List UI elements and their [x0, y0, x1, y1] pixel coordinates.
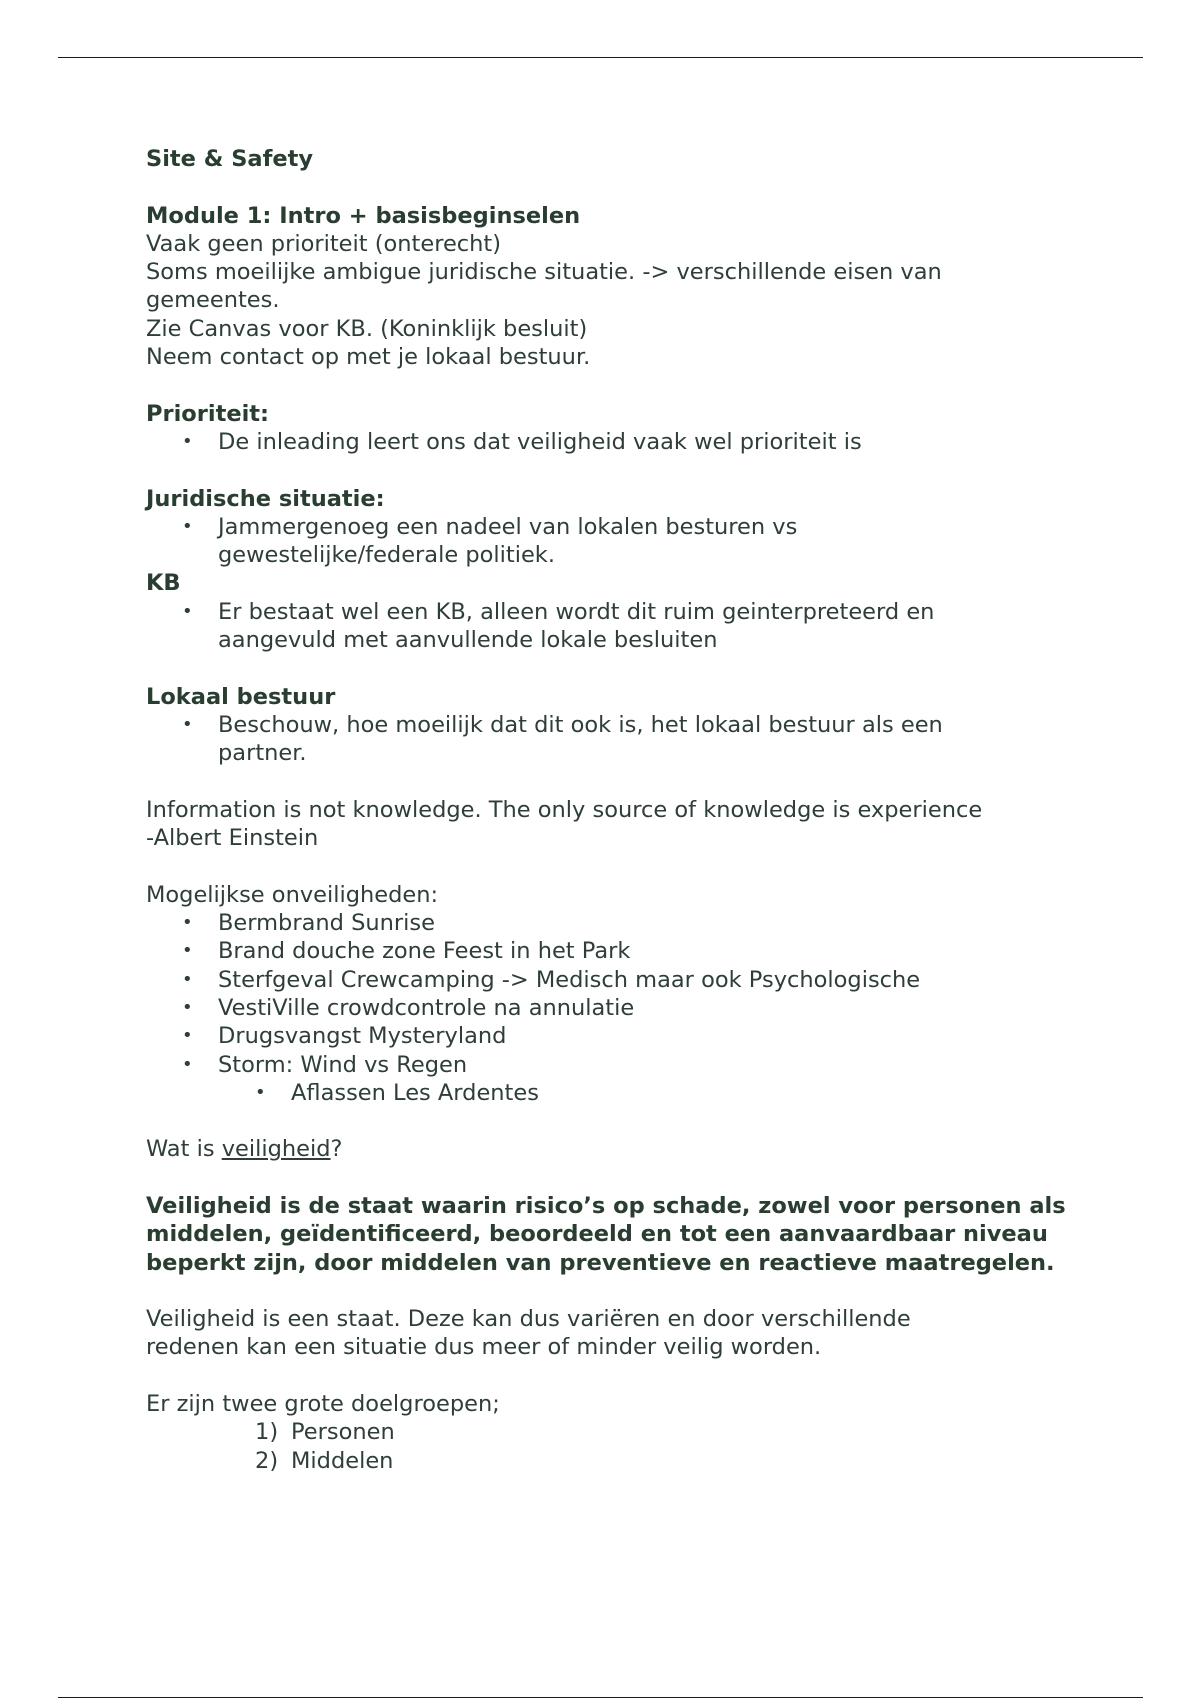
list-item: • Sterfgeval Crewcamping -> Medisch maar ook Psychologische [146, 966, 1086, 994]
list-item: • Storm: Wind vs Regen [146, 1051, 1086, 1079]
doelgroepen-list [146, 1418, 1086, 1475]
lokaal-heading: Lokaal bestuur [146, 683, 336, 710]
veiligheid-underlined: veiligheid [221, 1136, 331, 1163]
sub-list-item: • Aflassen Les Ardentes [146, 1079, 1086, 1107]
list-item: • De inleading leert ons dat veiligheid vaak wel prioriteit is [146, 428, 1086, 456]
prioriteit-list [146, 428, 1086, 456]
doelgroepen-intro: Er zijn twee grote doelgroepen; [146, 1391, 500, 1418]
document-page [146, 145, 1086, 1475]
module-line: Neem contact op met je lokaal bestuur. [146, 344, 591, 371]
list-item: • Brand douche zone Feest in het Park [146, 937, 1086, 965]
numbered-item: 1) Personen [255, 1419, 395, 1446]
list-item: • Jammergenoeg een nadeel van lokalen besturen vs gewestelijke/federale politiek. [146, 513, 908, 570]
numbered-item: 2) Middelen [255, 1447, 394, 1474]
module-heading: Module 1: Intro + basisbeginselen [146, 202, 581, 229]
module-line: Vaak geen prioriteit (onterecht) [146, 230, 502, 257]
list-item: • Beschouw, hoe moeilijk dat dit ook is, het lokaal bestuur als een partner. [146, 711, 1018, 768]
juridisch-heading: Juridische situatie: [146, 485, 385, 512]
kb-heading: KB [146, 570, 181, 597]
list-item: • Er bestaat wel een KB, alleen wordt dit ruim geinterpreteerd en aangevuld met aanvullende lokale besluiten [146, 598, 1018, 655]
veiligheid-question: Wat is veiligheid? [146, 1136, 343, 1163]
top-rule [58, 57, 1143, 58]
staat-paragraph: Veiligheid is een staat. Deze kan dus variëren en door verschillende redenen kan een situatie dus meer of minder veilig worden. [146, 1306, 911, 1361]
module-line: Soms moeilijke ambigue juridische situatie. -> verschillende eisen van [146, 259, 942, 286]
quote-text: Information is not knowledge. The only source of knowledge is experience [146, 796, 983, 823]
list-item: • Drugsvangst Mysteryland [146, 1022, 1086, 1050]
bottom-rule [58, 1697, 1143, 1698]
juridisch-list [146, 513, 1086, 570]
onveiligheden-sublist [146, 1079, 1086, 1107]
onveiligheden-list [146, 909, 1086, 1079]
prioriteit-heading: Prioriteit: [146, 400, 270, 427]
list-item: • Bermbrand Sunrise [146, 909, 1086, 937]
onveiligheden-intro: Mogelijkse onveiligheden: [146, 881, 439, 908]
module-line: Zie Canvas voor KB. (Koninklijk besluit) [146, 315, 588, 342]
list-item: • VestiVille crowdcontrole na annulatie [146, 994, 1086, 1022]
quote-author: -Albert Einstein [146, 825, 319, 852]
document-title: Site & Safety [146, 146, 314, 172]
kb-list [146, 598, 1086, 655]
module-line: gemeentes. [146, 287, 280, 314]
lokaal-list [146, 711, 1086, 768]
definition-paragraph: Veiligheid is de staat waarin risico’s op schade, zowel voor personen als middelen, geïdentificeerd, beoordeeld en tot een aanvaardbaar niveau beperkt zijn, door middelen van preventieve en reactieve maatregelen. [146, 1192, 1066, 1276]
